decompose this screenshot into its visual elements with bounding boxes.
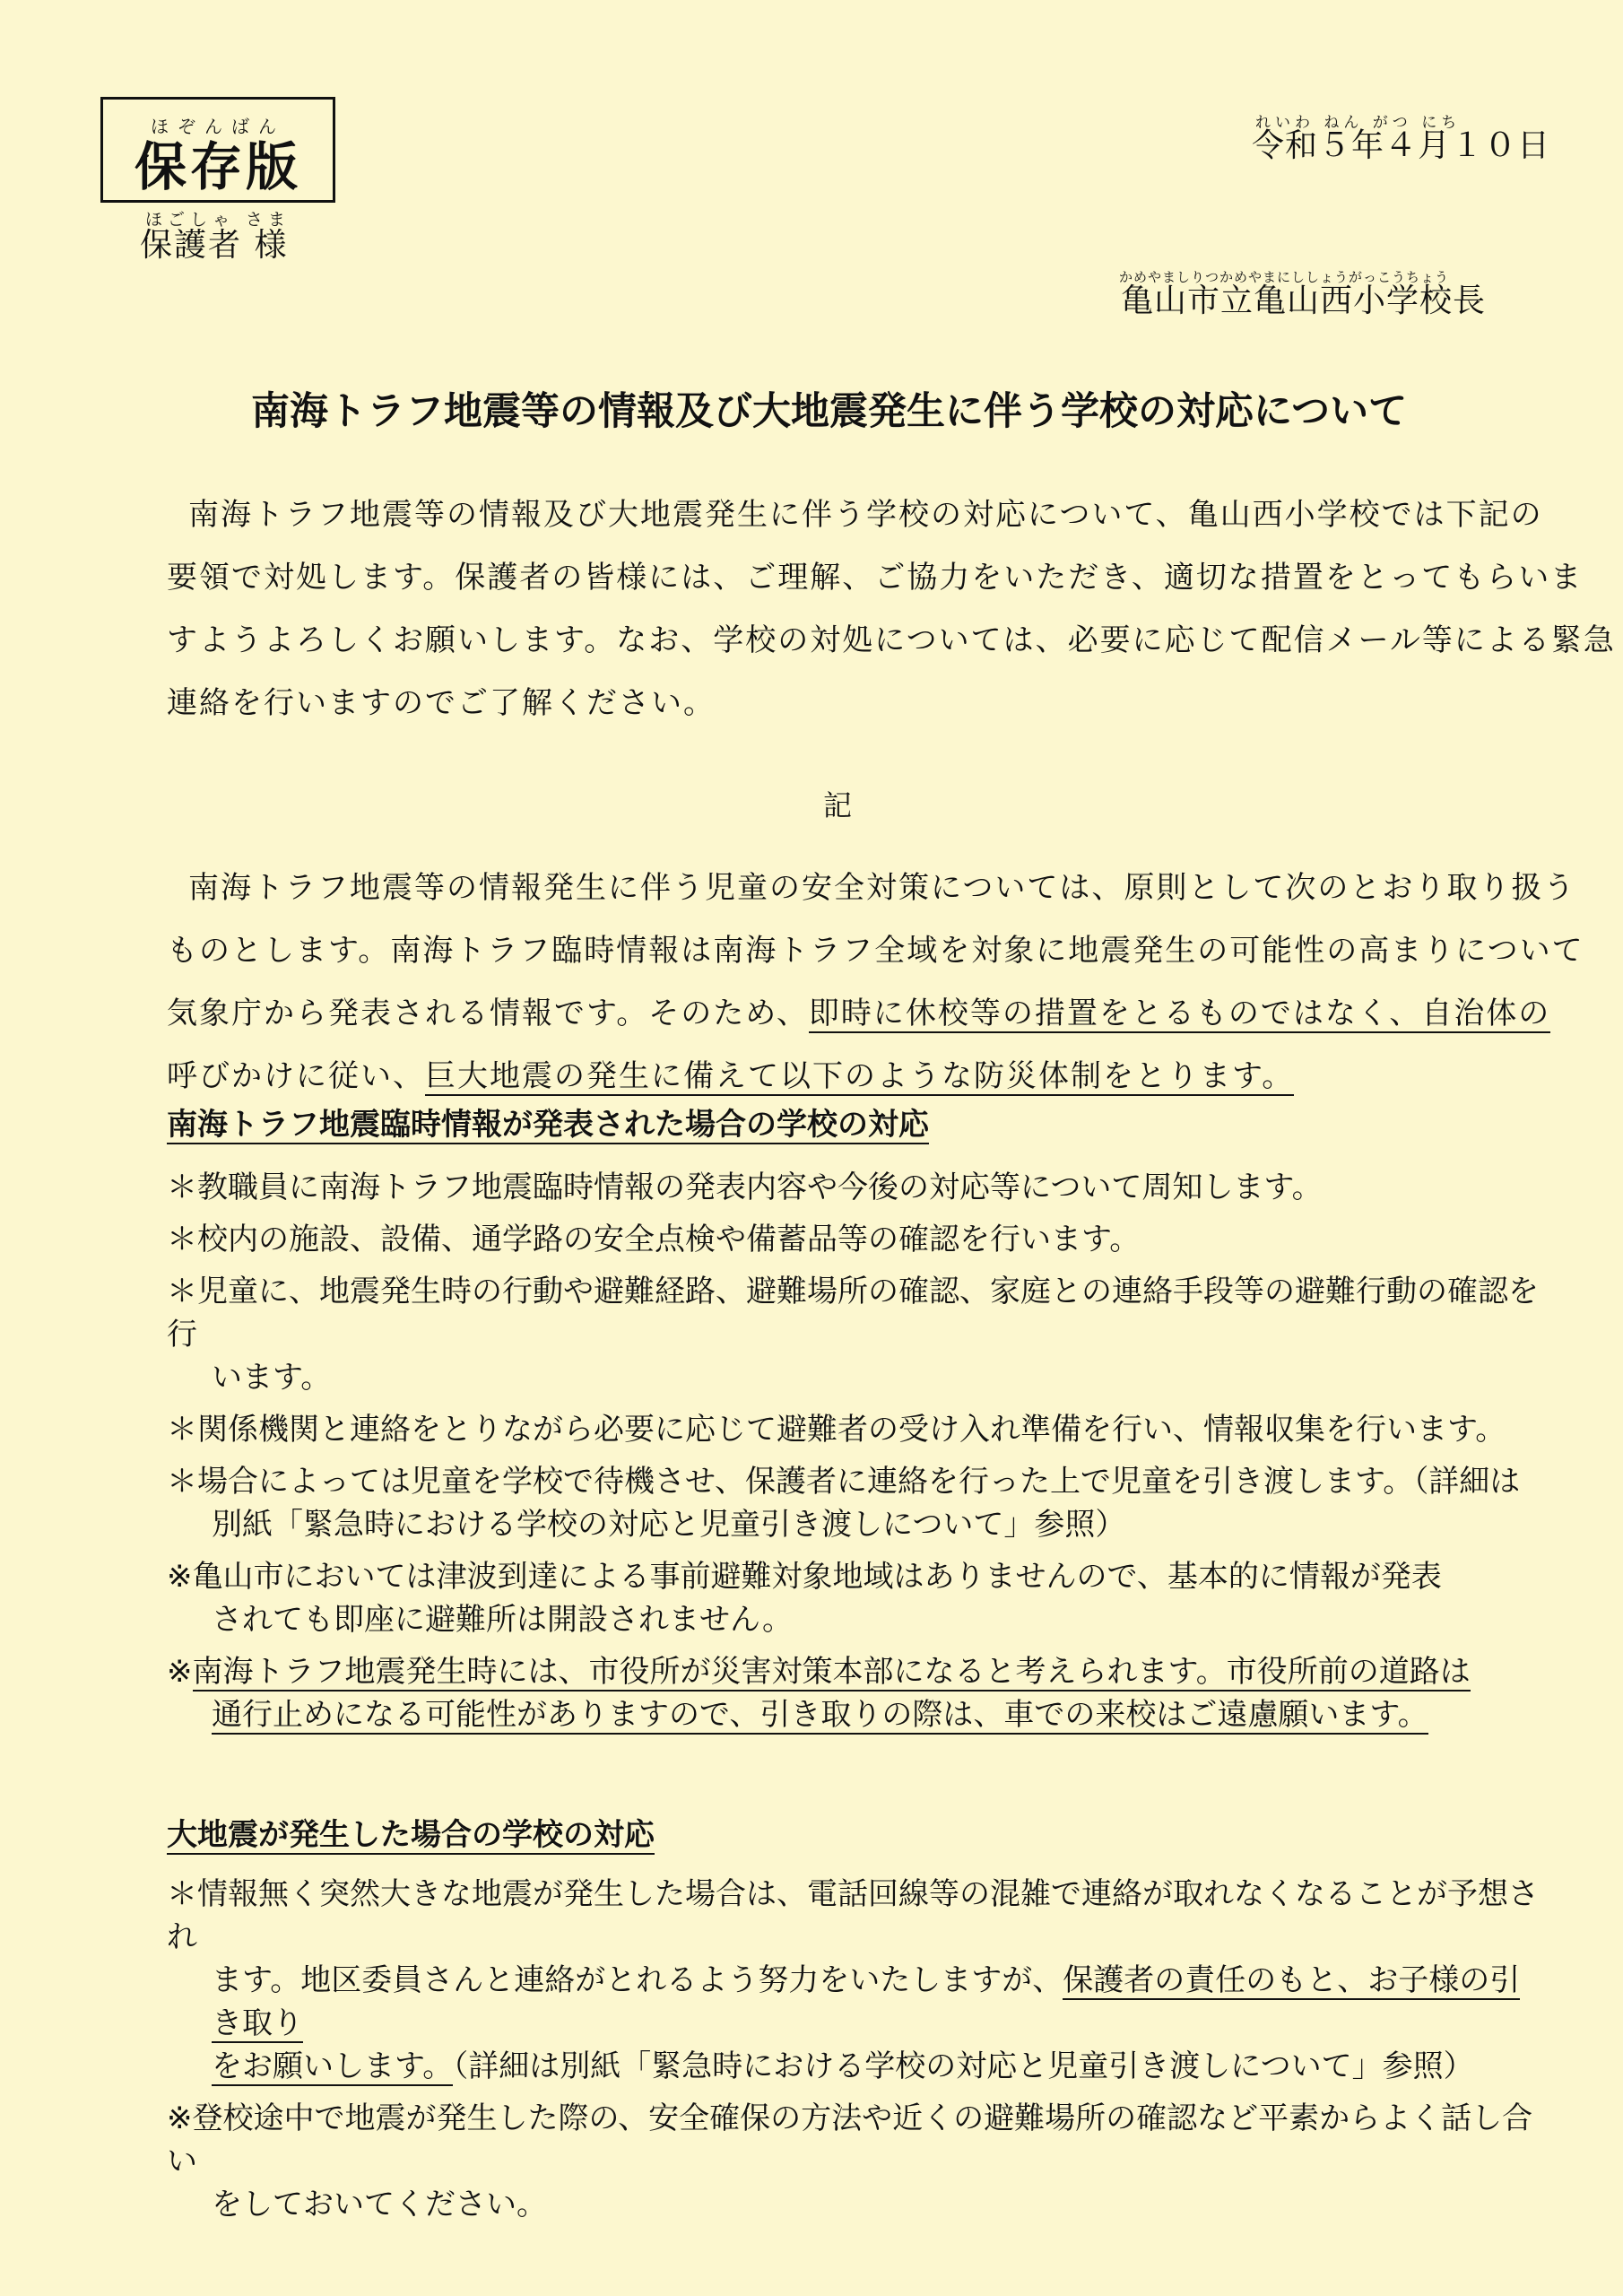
bullet-mark: ※ bbox=[167, 2100, 193, 2136]
section-1 bbox=[167, 1105, 929, 1144]
bullet-text: 関係機関と連絡をとりながら必要に応じて避難者の受け入れ準備を行い、情報収集を行います。 bbox=[197, 1412, 1506, 1448]
intro-line: すようよろしくお願いします。なお、学校の対処については、必要に応じて配信メール等による緊急 bbox=[167, 622, 1616, 658]
bullet-text: 場合によっては児童を学校で待機させ、保護者に連絡を行った上で児童を引き渡します。（詳細は bbox=[197, 1464, 1521, 1500]
ki-marker: 記 bbox=[823, 788, 853, 822]
body-line: ものとします。南海トラフ臨時情報は南海トラフ全域を対象に地震発生の可能性の高まりについて bbox=[167, 933, 1584, 969]
bullet-mark: ＊ bbox=[167, 1412, 197, 1448]
section-2-list bbox=[167, 1873, 1548, 2235]
bullet-continuation bbox=[167, 1693, 1548, 1736]
body-text: 呼びかけに従い、 bbox=[167, 1058, 425, 1094]
underlined-text: 保護者の責任のもと、お子様の引き取り bbox=[212, 1962, 1521, 2041]
list-item bbox=[167, 1650, 1548, 1736]
bullet-continuation bbox=[167, 1959, 1548, 2045]
bullet-text: 情報無く突然大きな地震が発生した場合は、電話回線等の混雑で連絡が取れなくなることが予想され bbox=[167, 1876, 1539, 1955]
bullet-mark: ＊ bbox=[167, 1876, 197, 1912]
bullet-continuation: されても即座に避難所は開設されません。 bbox=[212, 1602, 794, 1638]
list-item bbox=[167, 1218, 1548, 1261]
list-item bbox=[167, 1408, 1548, 1451]
preservation-stamp bbox=[100, 97, 335, 203]
underlined-text: をお願いします。 bbox=[212, 2048, 454, 2084]
bullet-mark: ＊ bbox=[167, 1274, 197, 1309]
intro-line: 要領で対処します。保護者の皆様には、ご理解、ご協力をいただき、適切な措置をとってもらいま bbox=[167, 560, 1584, 596]
bullet-continuation: をしておいてください。 bbox=[212, 2187, 547, 2222]
body-line: 南海トラフ地震等の情報発生に伴う児童の安全対策については、原則として次のとおり取り扱う bbox=[188, 870, 1576, 906]
page-title: 南海トラフ地震等の情報及び大地震発生に伴う学校の対応について bbox=[251, 389, 1408, 434]
bullet-mark: ※ bbox=[167, 1654, 193, 1690]
bullet-continuation: います。 bbox=[212, 1360, 332, 1396]
section-heading: 南海トラフ地震臨時情報が発表された場合の学校の対応 bbox=[167, 1107, 929, 1143]
body-text: 気象庁から発表される情報です。そのため、 bbox=[167, 996, 809, 1031]
bullet-text: 亀山市においては津波到達による事前避難対象地域はありませんので、基本的に情報が発表 bbox=[192, 1559, 1442, 1595]
list-item bbox=[167, 1270, 1548, 1399]
bullet-continuation: 別紙「緊急時における学校の対応と児童引き渡しについて」参照） bbox=[212, 1507, 1126, 1543]
bullet-continuation bbox=[167, 2045, 1548, 2088]
bullet-text: 教職員に南海トラフ地震臨時情報の発表内容や今後の対応等について周知します。 bbox=[197, 1170, 1323, 1205]
recipient-ruby: ほごしゃ さま bbox=[145, 210, 291, 230]
section-2 bbox=[167, 1815, 655, 1855]
list-item bbox=[167, 1555, 1548, 1641]
date-ruby: れいわ ねん がつ にち bbox=[1255, 114, 1462, 132]
section-heading: 大地震が発生した場合の学校の対応 bbox=[167, 1817, 655, 1853]
recipient: 保護者 様 bbox=[140, 227, 289, 264]
sender-ruby: かめやましりつかめやまにししょうがっこうちょう bbox=[1119, 269, 1450, 285]
bullet-text: ます。地区委員さんと連絡がとれるよう努力をいたしますが、 bbox=[212, 1962, 1063, 1998]
body-line bbox=[167, 1057, 1294, 1096]
bullet-text: 登校途中で地震が発生した際の、安全確保の方法や近くの避難場所の確認など平素からよく話し合い bbox=[167, 2100, 1533, 2179]
bullet-mark: ＊ bbox=[167, 1170, 197, 1205]
bullet-text: 児童に、地震発生時の行動や避難経路、避難場所の確認、家庭との連絡手段等の避難行動の確認を行 bbox=[167, 1274, 1539, 1352]
underlined-text: 南海トラフ地震発生時には、市役所が災害対策本部になると考えられます。市役所前の道路は bbox=[192, 1654, 1471, 1690]
bullet-mark: ※ bbox=[167, 1559, 193, 1595]
list-item bbox=[167, 2097, 1548, 2226]
body-line bbox=[167, 994, 1550, 1033]
list-item bbox=[167, 1166, 1548, 1209]
sender: 亀山市立亀山西小学校長 bbox=[1121, 283, 1487, 319]
bullet-mark: ＊ bbox=[167, 1222, 197, 1257]
bullet-text: （詳細は別紙「緊急時における学校の対応と児童引き渡しについて」参照） bbox=[453, 2048, 1474, 2084]
section-1-list bbox=[167, 1166, 1548, 1745]
intro-line: 連絡を行いますのでご了解ください。 bbox=[167, 685, 716, 721]
stamp-ruby: ほぞんばん bbox=[151, 116, 285, 137]
underlined-text: 通行止めになる可能性がありますので、引き取りの際は、車での来校はご遠慮願います。 bbox=[212, 1697, 1428, 1733]
date: 令和５年４月１０日 bbox=[1252, 127, 1551, 164]
stamp-label: 保存版 bbox=[134, 136, 301, 197]
list-item bbox=[167, 1873, 1548, 2088]
list-item bbox=[167, 1460, 1548, 1546]
intro-line: 南海トラフ地震等の情報及び大地震発生に伴う学校の対応について、亀山西小学校では下記の bbox=[188, 497, 1543, 533]
bullet-mark: ＊ bbox=[167, 1464, 197, 1500]
underlined-text: 即時に休校等の措置をとるものではなく、自治体の bbox=[808, 996, 1551, 1031]
bullet-text: 校内の施設、設備、通学路の安全点検や備蓄品等の確認を行います。 bbox=[197, 1222, 1141, 1257]
underlined-text: 巨大地震の発生に備えて以下のような防災体制をとります。 bbox=[425, 1058, 1295, 1094]
